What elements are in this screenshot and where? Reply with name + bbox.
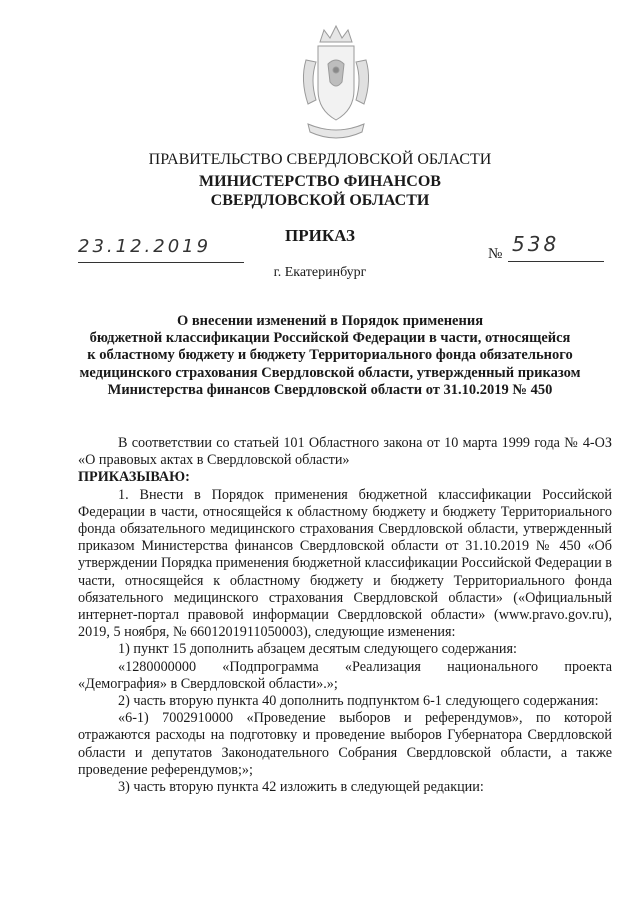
ministry-region: СВЕРДЛОВСКОЙ ОБЛАСТИ <box>210 192 430 209</box>
order-number: 538 <box>508 232 604 262</box>
document-type: ПРИКАЗ <box>285 226 355 245</box>
order-word: ПРИКАЗЫВАЮ: <box>78 469 190 486</box>
paragraph-6: 3) часть вторую пункта 42 изложить в следующей редакции: <box>118 779 484 796</box>
title-line: медицинского страхования Свердловской области, утвержденный приказом <box>79 364 581 381</box>
paragraph-5: «6-1) 7002910000 «Проведение выборов и референдумов», по которой отражаются расходы на подготовку и проведение выборов Губернатора Свердловской области и депутатов Законодательного Собрания Свердловской области, а также проведение референдумов;»; <box>78 710 612 778</box>
order-title <box>60 313 600 399</box>
city: г. Екатеринбург <box>273 265 367 280</box>
title-line: Министерства финансов Свердловской области от 31.10.2019 № 450 <box>107 381 553 398</box>
title-line: к областному бюджету и бюджету Территориального фонда обязательного <box>87 347 573 364</box>
order-date: 23.12.2019 <box>78 236 244 263</box>
order-body <box>78 435 612 796</box>
coat-of-arms-emblem <box>296 20 376 150</box>
title-line: бюджетной классификации Российской Федерации в части, относящейся <box>89 330 571 347</box>
paragraph-3: «1280000000 «Подпрограмма «Реализация национального проекта «Демография» в Свердловской области».»; <box>78 658 612 692</box>
paragraph-4: 2) часть вторую пункта 40 дополнить подпунктом 6-1 следующего содержания: <box>118 693 599 710</box>
paragraph-1: 1. Внести в Порядок применения бюджетной классификации Российской Федерации в части, относящейся к областному бюджету и бюджету Территориального фонда обязательного медицинского страхования Свердловской области, утвержденный приказом Министерства финансов Свердловской области от 31.10.2019 № 450 «Об утверждении Порядка применения бюджетной классификации Российской Федерации в части, относящейся к областному бюджету и бюджету Территориального фонда обязательного медицинского страхования Свердловской области» («Официальный интернет-портал правовой информации Свердловской области» (www.pravo.gov.ru), 2019, 5 ноября, № 6601201911050003), следующие изменения: <box>78 486 612 641</box>
title-line: О внесении изменений в Порядок применения <box>176 313 484 329</box>
preamble-paragraph: В соответствии со статьей 101 Областного закона от 10 марта 1999 года № 4-ОЗ «О правовых актах в Свердловской области» <box>78 435 612 469</box>
government-name: ПРАВИТЕЛЬСТВО СВЕРДЛОВСКОЙ ОБЛАСТИ <box>148 151 492 168</box>
number-label: № <box>488 246 503 262</box>
paragraph-2: 1) пункт 15 дополнить абзацем десятым следующего содержания: <box>118 641 517 658</box>
ministry-name: МИНИСТЕРСТВО ФИНАНСОВ <box>199 173 441 190</box>
